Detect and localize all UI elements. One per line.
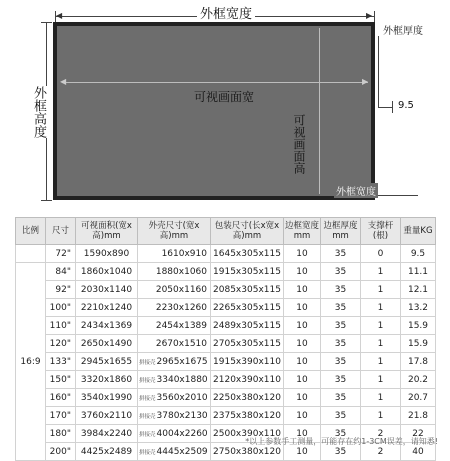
outer-height-tick-top <box>41 22 52 23</box>
weight-cell: 9.5 <box>401 245 436 263</box>
border-width-cell: 10 <box>284 281 321 299</box>
outer-width-tick-right <box>374 11 375 22</box>
size-cell: 92" <box>46 281 76 299</box>
outer-size-cell <box>138 371 211 389</box>
support-rods-cell: 2 <box>361 443 401 461</box>
package-size-cell: 2500x390x110 <box>211 425 284 443</box>
outer-size-cell: 1610x910 <box>138 245 211 263</box>
outer-size-cell: 2230x1260 <box>138 299 211 317</box>
visible-area-cell: 3760x2110 <box>76 407 138 425</box>
outer-size-value: 4445x2509 <box>156 446 208 457</box>
support-rods-cell: 1 <box>361 335 401 353</box>
measurement-note: *以上参数手工测量，可能存在约1-3CM误差，请知悉! <box>245 437 438 446</box>
border-thickness-cell: 35 <box>321 353 361 371</box>
visible-height-label: 可视画面高 <box>292 114 306 174</box>
frame-width-label: 外框宽度 <box>334 183 378 198</box>
frame-thickness-line <box>378 36 379 108</box>
visible-area-cell: 2210x1240 <box>76 299 138 317</box>
frame-thickness-arrow-line <box>379 107 393 108</box>
border-thickness-cell: 35 <box>321 281 361 299</box>
outer-size-cell: 2050x1160 <box>138 281 211 299</box>
border-width-cell: 10 <box>284 335 321 353</box>
size-cell: 160" <box>46 389 76 407</box>
table-row <box>16 263 436 281</box>
support-rods-cell: 0 <box>361 245 401 263</box>
package-size-cell: 2375x380x120 <box>211 407 284 425</box>
visible-area-cell: 2650x1490 <box>76 335 138 353</box>
border-thickness-cell: 35 <box>321 299 361 317</box>
border-width-cell: 10 <box>284 299 321 317</box>
outer-size-cell: 2454x1389 <box>138 317 211 335</box>
size-cell: 170" <box>46 407 76 425</box>
weight-cell: 20.7 <box>401 389 436 407</box>
border-thickness-cell: 35 <box>321 425 361 443</box>
package-size-cell: 2120x390x110 <box>211 371 284 389</box>
table-header-row <box>16 218 436 245</box>
visible-width-arrow-right-icon: ▶ <box>362 77 369 86</box>
size-cell: 72" <box>46 245 76 263</box>
splice-tag: 拼接壳 <box>139 413 156 420</box>
frame-thickness-value: 9.5 <box>398 100 414 111</box>
table-row <box>16 335 436 353</box>
table-row <box>16 407 436 425</box>
outer-height-label: 外框高度 <box>31 86 46 138</box>
header-package-size: 包装尺寸(长x宽x高)mm <box>211 218 284 245</box>
header-border-thickness: 边框厚度mm <box>321 218 361 245</box>
border-width-cell: 10 <box>284 407 321 425</box>
support-rods-cell: 1 <box>361 389 401 407</box>
outer-size-value: 4004x2260 <box>156 428 208 439</box>
frame-thickness-label: 外框厚度 <box>383 26 423 37</box>
visible-area-cell: 4425x2489 <box>76 443 138 461</box>
weight-cell: 15.9 <box>401 317 436 335</box>
border-width-cell: 10 <box>284 389 321 407</box>
size-cell: 120" <box>46 335 76 353</box>
table-body <box>16 245 436 461</box>
frame-thickness-tick <box>392 101 393 113</box>
visible-area-cell: 1860x1040 <box>76 263 138 281</box>
package-size-cell: 2085x305x115 <box>211 281 284 299</box>
visible-width-line <box>62 82 368 83</box>
visible-width-arrow-left-icon: ◀ <box>60 77 67 86</box>
outer-height-tick-bottom <box>41 200 52 201</box>
border-width-cell: 10 <box>284 425 321 443</box>
visible-area-cell: 2945x1655 <box>76 353 138 371</box>
size-cell: 150" <box>46 371 76 389</box>
screen-dimension-diagram <box>0 0 450 215</box>
support-rods-cell: 2 <box>361 425 401 443</box>
header-outer-size: 外壳尺寸(宽x高)mm <box>138 218 211 245</box>
size-cell: 110" <box>46 317 76 335</box>
weight-cell: 11.1 <box>401 263 436 281</box>
table-row <box>16 353 436 371</box>
arrow-right-icon: ▶ <box>366 11 373 20</box>
weight-cell: 13.2 <box>401 299 436 317</box>
package-size-cell: 2250x380x120 <box>211 389 284 407</box>
support-rods-cell: 1 <box>361 281 401 299</box>
size-cell: 84" <box>46 263 76 281</box>
support-rods-cell: 1 <box>361 299 401 317</box>
outer-size-value: 2965x1675 <box>156 356 208 367</box>
outer-size-cell <box>138 353 211 371</box>
visible-area-cell: 3320x1860 <box>76 371 138 389</box>
header-size: 尺寸 <box>46 218 76 245</box>
size-cell: 100" <box>46 299 76 317</box>
weight-cell: 40 <box>401 443 436 461</box>
weight-cell: 22 <box>401 425 436 443</box>
outer-size-cell <box>138 425 211 443</box>
border-thickness-cell: 35 <box>321 245 361 263</box>
table-row <box>16 245 436 263</box>
package-size-cell: 2705x305x115 <box>211 335 284 353</box>
table-row <box>16 371 436 389</box>
border-thickness-cell: 35 <box>321 371 361 389</box>
table-row <box>16 281 436 299</box>
header-support-rods: 支撑杆(根) <box>361 218 401 245</box>
visible-area-cell: 2030x1140 <box>76 281 138 299</box>
border-thickness-cell: 35 <box>321 407 361 425</box>
border-width-cell: 10 <box>284 245 321 263</box>
visible-height-line <box>319 28 320 194</box>
visible-width-label: 可视画面宽 <box>194 90 255 104</box>
package-size-cell: 2750x380x120 <box>211 443 284 461</box>
visible-area-cell: 3540x1990 <box>76 389 138 407</box>
outer-size-cell <box>138 389 211 407</box>
weight-cell: 15.9 <box>401 335 436 353</box>
weight-cell: 21.8 <box>401 407 436 425</box>
table-row <box>16 389 436 407</box>
splice-tag: 拼接壳 <box>139 377 156 384</box>
package-size-cell: 1915x305x115 <box>211 263 284 281</box>
visible-area-cell: 2434x1369 <box>76 317 138 335</box>
border-width-cell: 10 <box>284 443 321 461</box>
projector-screen-frame <box>53 22 375 200</box>
frame-width-line <box>378 195 418 196</box>
border-width-cell: 10 <box>284 353 321 371</box>
border-width-cell: 10 <box>284 371 321 389</box>
header-weight: 重量KG <box>401 218 436 245</box>
specification-table <box>15 217 436 461</box>
visible-area-cell: 3984x2240 <box>76 425 138 443</box>
outer-size-cell <box>138 443 211 461</box>
ratio-cell <box>16 245 46 263</box>
border-thickness-cell: 35 <box>321 443 361 461</box>
size-cell: 200" <box>46 443 76 461</box>
splice-tag: 拼接壳 <box>139 431 156 438</box>
arrow-left-icon: ◀ <box>56 11 63 20</box>
table-row <box>16 299 436 317</box>
outer-size-cell: 2670x1510 <box>138 335 211 353</box>
support-rods-cell: 1 <box>361 407 401 425</box>
splice-tag: 拼接壳 <box>139 449 156 456</box>
splice-tag: 拼接壳 <box>139 395 156 402</box>
size-cell: 133" <box>46 353 76 371</box>
support-rods-cell: 1 <box>361 353 401 371</box>
header-border-width: 边框宽度mm <box>284 218 321 245</box>
outer-size-cell <box>138 407 211 425</box>
border-thickness-cell: 35 <box>321 389 361 407</box>
package-size-cell: 2489x305x115 <box>211 317 284 335</box>
header-visible-area: 可视面积(宽x高)mm <box>76 218 138 245</box>
border-thickness-cell: 35 <box>321 263 361 281</box>
support-rods-cell: 1 <box>361 263 401 281</box>
header-ratio: 比例 <box>16 218 46 245</box>
support-rods-cell: 1 <box>361 317 401 335</box>
weight-cell: 12.1 <box>401 281 436 299</box>
table-row <box>16 317 436 335</box>
splice-tag: 拼接壳 <box>139 359 156 366</box>
size-cell: 180" <box>46 425 76 443</box>
package-size-cell: 1645x305x115 <box>211 245 284 263</box>
outer-size-cell: 1880x1060 <box>138 263 211 281</box>
package-size-cell: 1915x390x110 <box>211 353 284 371</box>
border-width-cell: 10 <box>284 263 321 281</box>
weight-cell: 17.8 <box>401 353 436 371</box>
border-thickness-cell: 35 <box>321 335 361 353</box>
projector-screen-surface <box>57 26 371 196</box>
border-thickness-cell: 35 <box>321 317 361 335</box>
outer-size-value: 3340x1880 <box>156 374 208 385</box>
weight-cell: 20.2 <box>401 371 436 389</box>
outer-width-label: 外框宽度 <box>197 3 255 22</box>
ratio-cell: 16:9 <box>16 263 46 461</box>
outer-size-value: 3780x2130 <box>156 410 208 421</box>
border-width-cell: 10 <box>284 317 321 335</box>
outer-size-value: 3560x2010 <box>156 392 208 403</box>
support-rods-cell: 1 <box>361 371 401 389</box>
visible-area-cell: 1590x890 <box>76 245 138 263</box>
package-size-cell: 2265x305x115 <box>211 299 284 317</box>
